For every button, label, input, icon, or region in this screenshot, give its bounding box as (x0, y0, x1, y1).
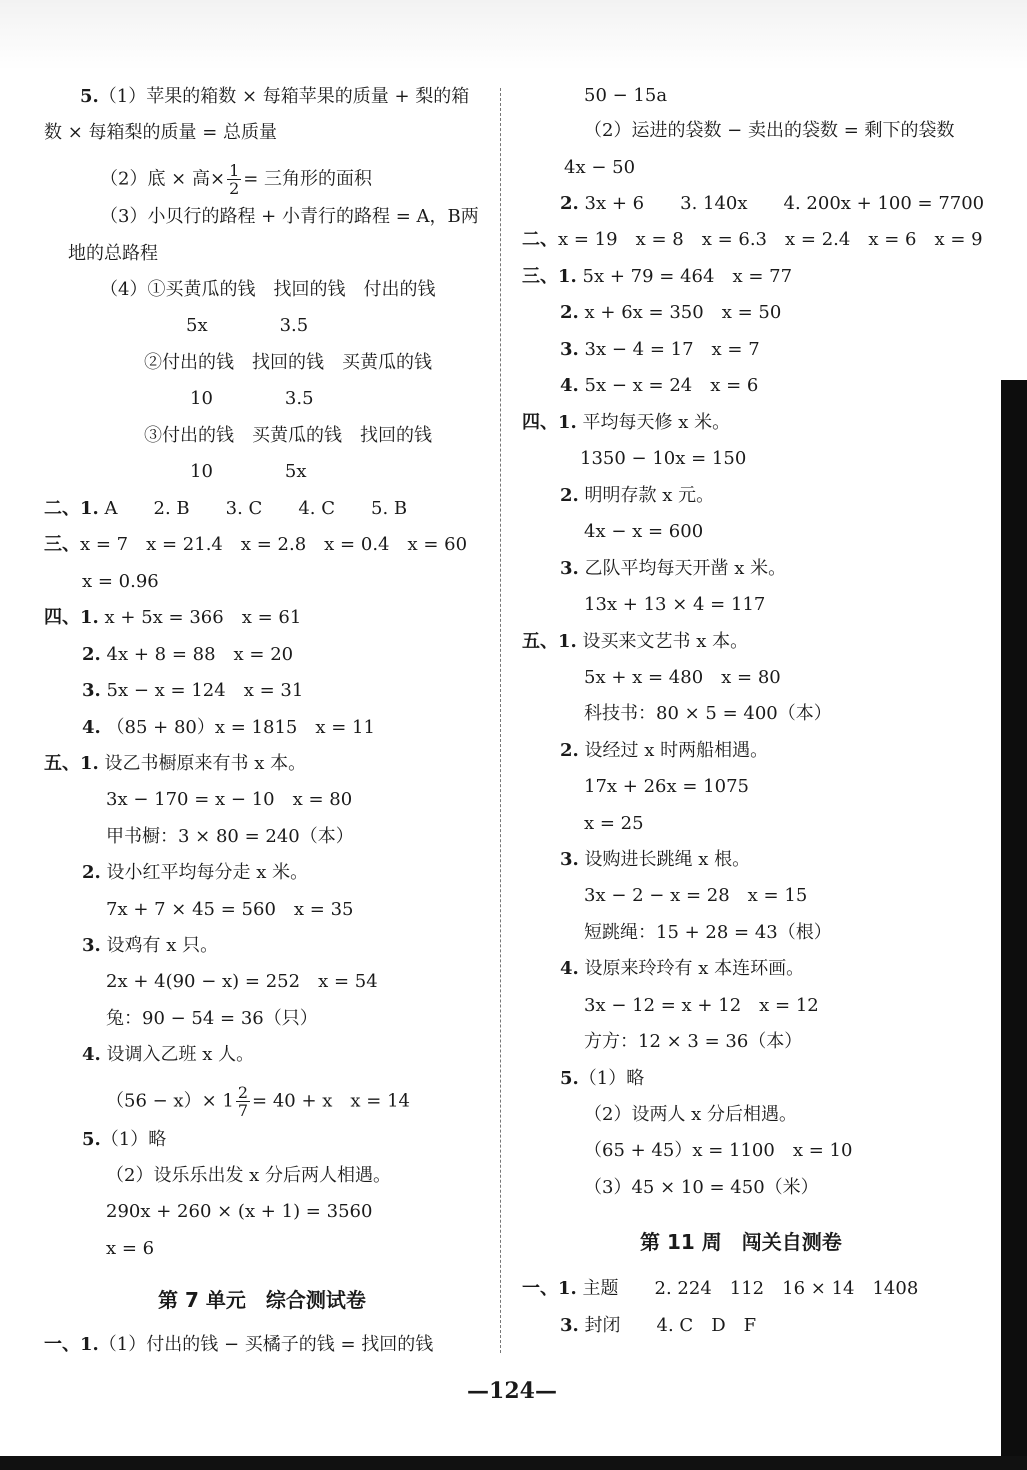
answer-line: 290x + 260 × (x + 1) = 3560 (106, 1201, 373, 1222)
answer-line: 甲书橱：3 × 80 = 240（本） (106, 826, 354, 847)
answer-line: 4. （85 + 80）x = 1815 x = 11 (82, 717, 375, 738)
fraction: $\frac{2}{7}$ (237, 1083, 249, 1120)
answer-line: 10 5x (190, 461, 307, 482)
answer-line: 2. x + 6x = 350 x = 50 (560, 302, 782, 323)
answer-line: 数 × 每箱梨的质量 = 总质量 (44, 122, 278, 143)
answer-line: 3x − 2 − x = 28 x = 15 (584, 885, 808, 906)
answer-line: 3x − 12 = x + 12 x = 12 (584, 995, 819, 1016)
answer-line: （2）设乐乐出发 x 分后两人相遇。 (106, 1165, 392, 1186)
answer-line: ③付出的钱 买黄瓜的钱 找回的钱 (144, 425, 432, 446)
answer-line: 13x + 13 × 4 = 117 (584, 594, 766, 615)
answer-line: 兔：90 − 54 = 36（只） (106, 1008, 318, 1029)
answer-line: 地的总路程 (68, 243, 158, 264)
fraction: $\frac{1}{2}$ (229, 161, 240, 198)
answer-line: 5.（1）略 (560, 1068, 645, 1089)
answer-line: 4x − x = 600 (584, 521, 704, 542)
answer-line: 3. 5x − x = 124 x = 31 (82, 680, 304, 701)
answer-line: 2. 明明存款 x 元。 (560, 485, 715, 506)
answer-line: ②付出的钱 找回的钱 买黄瓜的钱 (144, 352, 432, 373)
answer-line: 5x + x = 480 x = 80 (584, 667, 781, 688)
answer-line: 三、1. 5x + 79 = 464 x = 77 (522, 266, 793, 287)
answer-line: 7x + 7 × 45 = 560 x = 35 (106, 899, 354, 920)
answer-line-fraction: （56 − x）× 1 $\frac{2}{7}$ = 40 + x x = 14 (106, 1083, 410, 1120)
answer-line: 1350 − 10x = 150 (580, 448, 747, 469)
answer-line: 4. 设调入乙班 x 人。 (82, 1044, 255, 1065)
answer-line: 3. 乙队平均每天开凿 x 米。 (560, 558, 787, 579)
section-heading: 第 7 单元 综合测试卷 (158, 1288, 366, 1312)
answer-line: （2）运进的袋数 − 卖出的袋数 = 剩下的袋数 (584, 120, 955, 141)
answer-line: 3x − 170 = x − 10 x = 80 (106, 789, 353, 810)
answer-line: 5.（1）苹果的箱数 × 每箱苹果的质量 + 梨的箱 (80, 86, 470, 107)
page-edge-bottom (0, 1456, 1027, 1470)
answer-line: 4x − 50 (564, 157, 636, 178)
answer-line: 二、1. A 2. B 3. C 4. C 5. B (44, 498, 408, 519)
answer-line: 2. 3x + 6 3. 140x 4. 200x + 100 = 7700 (560, 193, 985, 214)
answer-line: 科技书：80 × 5 = 400（本） (584, 703, 832, 724)
answer-line: 3. 设购进长跳绳 x 根。 (560, 849, 751, 870)
answer-line: 4. 设原来玲玲有 x 本连环画。 (560, 958, 805, 979)
answer-line: 4. 5x − x = 24 x = 6 (560, 375, 759, 396)
answer-line: 四、1. 平均每天修 x 米。 (522, 412, 731, 433)
section-heading: 第 11 周 闯关自测卷 (640, 1230, 842, 1254)
answer-line: 3. 设鸡有 x 只。 (82, 935, 219, 956)
answer-line: x = 6 (106, 1238, 155, 1259)
answer-line: 四、1. x + 5x = 366 x = 61 (44, 607, 302, 628)
answer-line: 2x + 4(90 − x) = 252 x = 54 (106, 971, 378, 992)
answer-line: 2. 4x + 8 = 88 x = 20 (82, 644, 294, 665)
answer-line: 5x 3.5 (186, 315, 309, 336)
answer-line: 一、1.（1）付出的钱 − 买橘子的钱 = 找回的钱 (44, 1334, 434, 1355)
answer-line: 一、1. 主题 2. 224 112 16 × 14 1408 (522, 1278, 919, 1299)
answer-line: x = 0.96 (82, 571, 159, 592)
answer-line: 五、1. 设买来文艺书 x 本。 (522, 631, 749, 652)
page-number: —124— (467, 1378, 557, 1404)
answer-line: 3. 封闭 4. C D F (560, 1315, 757, 1336)
answer-line: （3）45 × 10 = 450（米） (584, 1177, 819, 1198)
answer-line: x = 25 (584, 813, 644, 834)
answer-line: 5.（1）略 (82, 1129, 167, 1150)
answer-line: 方方：12 × 3 = 36（本） (584, 1031, 803, 1052)
page-edge-right (1001, 380, 1027, 1470)
answer-line-fraction: （2）底 × 高× $\frac{1}{2}$ = 三角形的面积 (100, 161, 373, 198)
column-divider (500, 88, 501, 1353)
answer-line: （4）①买黄瓜的钱 找回的钱 付出的钱 (100, 279, 436, 300)
answer-line: 短跳绳：15 + 28 = 43（根） (584, 922, 832, 943)
answer-line: 10 3.5 (190, 388, 314, 409)
answer-line: 2. 设小红平均每分走 x 米。 (82, 862, 309, 883)
answer-line: 50 − 15a (584, 85, 668, 106)
answer-line: 2. 设经过 x 时两船相遇。 (560, 740, 769, 761)
answer-line: （3）小贝行的路程 + 小青行的路程 = A，B两 (100, 206, 479, 227)
page-edge-top (0, 0, 1027, 70)
answer-line: （65 + 45）x = 1100 x = 10 (584, 1140, 853, 1161)
answer-line: 五、1. 设乙书橱原来有书 x 本。 (44, 753, 307, 774)
answer-line: 三、x = 7 x = 21.4 x = 2.8 x = 0.4 x = 60 (44, 534, 468, 555)
answer-line: 3. 3x − 4 = 17 x = 7 (560, 339, 760, 360)
answer-line: 二、x = 19 x = 8 x = 6.3 x = 2.4 x = 6 x = 9 (522, 229, 983, 250)
answer-line: （2）设两人 x 分后相遇。 (584, 1104, 798, 1125)
answer-line: 17x + 26x = 1075 (584, 776, 749, 797)
